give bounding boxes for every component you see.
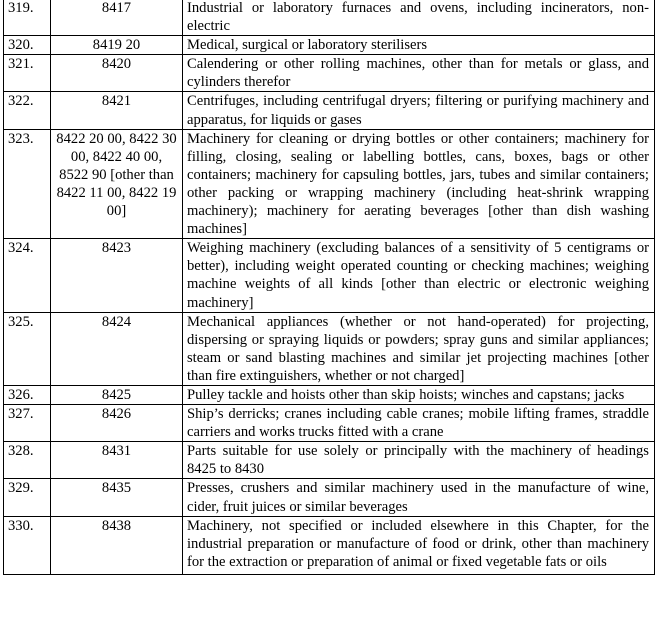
tariff-heading-cell: 8421 bbox=[51, 92, 183, 129]
serial-number-cell: 327. bbox=[4, 405, 51, 442]
description-cell: Centrifuges, including centrifugal dryers; filtering or purifying machinery and apparatus, for liquids or gases bbox=[183, 92, 655, 129]
tariff-heading-cell: 8435 bbox=[51, 479, 183, 516]
serial-number-cell: 323. bbox=[4, 129, 51, 239]
description-cell: Parts suitable for use solely or principally with the machinery of headings 8425 to 8430 bbox=[183, 442, 655, 479]
serial-number-cell: 326. bbox=[4, 385, 51, 404]
table-row bbox=[4, 92, 655, 129]
tariff-heading-cell: 8424 bbox=[51, 312, 183, 385]
table-row bbox=[4, 0, 655, 36]
tariff-heading-cell: 8417 bbox=[51, 0, 183, 36]
tariff-heading-cell: 8422 20 00, 8422 30 00, 8422 40 00, 8522 90 [other than 8422 11 00, 8422 19 00] bbox=[51, 129, 183, 239]
description-cell: Mechanical appliances (whether or not hand-operated) for projecting, dispersing or spraying liquids or powders; spray guns and similar appliances; steam or sand blasting machines and similar jet projecting machines [other than fire extinguishers, whether or not charged] bbox=[183, 312, 655, 385]
tariff-heading-cell: 8426 bbox=[51, 405, 183, 442]
description-cell: Calendering or other rolling machines, other than for metals or glass, and cylinders therefor bbox=[183, 55, 655, 92]
description-cell: Industrial or laboratory furnaces and ovens, including incinerators, non-electric bbox=[183, 0, 655, 36]
table-row bbox=[4, 239, 655, 312]
tariff-heading-cell: 8431 bbox=[51, 442, 183, 479]
description-cell: Ship’s derricks; cranes including cable cranes; mobile lifting frames, straddle carriers and works trucks fitted with a crane bbox=[183, 405, 655, 442]
serial-number-cell: 328. bbox=[4, 442, 51, 479]
table-row bbox=[4, 479, 655, 516]
serial-number-cell: 329. bbox=[4, 479, 51, 516]
serial-number-cell: 319. bbox=[4, 0, 51, 36]
description-cell: Medical, surgical or laboratory sterilisers bbox=[183, 36, 655, 55]
table-row bbox=[4, 129, 655, 239]
table-row bbox=[4, 312, 655, 385]
tariff-heading-cell: 8425 bbox=[51, 385, 183, 404]
table-row bbox=[4, 55, 655, 92]
tariff-heading-cell: 8438 bbox=[51, 516, 183, 574]
serial-number-cell: 324. bbox=[4, 239, 51, 312]
table-row bbox=[4, 36, 655, 55]
tariff-table bbox=[3, 0, 655, 575]
description-cell: Pulley tackle and hoists other than skip hoists; winches and capstans; jacks bbox=[183, 385, 655, 404]
description-cell: Machinery, not specified or included elsewhere in this Chapter, for the industrial preparation or manufacture of food or drink, other than machinery for the extraction or preparation of animal or fixed vegetable fats or oils bbox=[183, 516, 655, 574]
table-row bbox=[4, 405, 655, 442]
table-row bbox=[4, 385, 655, 404]
serial-number-cell: 330. bbox=[4, 516, 51, 574]
description-cell: Presses, crushers and similar machinery used in the manufacture of wine, cider, fruit juices or similar beverages bbox=[183, 479, 655, 516]
serial-number-cell: 322. bbox=[4, 92, 51, 129]
tariff-heading-cell: 8419 20 bbox=[51, 36, 183, 55]
description-cell: Weighing machinery (excluding balances of a sensitivity of 5 centigrams or better), including weight operated counting or checking machines; weighing machine weights of all kinds [other than electric or electronic weighing machinery] bbox=[183, 239, 655, 312]
serial-number-cell: 320. bbox=[4, 36, 51, 55]
table-row bbox=[4, 442, 655, 479]
table-row bbox=[4, 516, 655, 574]
serial-number-cell: 321. bbox=[4, 55, 51, 92]
tariff-heading-cell: 8423 bbox=[51, 239, 183, 312]
serial-number-cell: 325. bbox=[4, 312, 51, 385]
description-cell: Machinery for cleaning or drying bottles or other containers; machinery for filling, closing, sealing or labelling bottles, cans, boxes, bags or other containers; machinery for capsuling bottles, jars, tubes and similar containers; other packing or wrapping machinery (including heat-shrink wrapping machinery); machinery for aerating beverages [other than dish washing machines] bbox=[183, 129, 655, 239]
tariff-heading-cell: 8420 bbox=[51, 55, 183, 92]
